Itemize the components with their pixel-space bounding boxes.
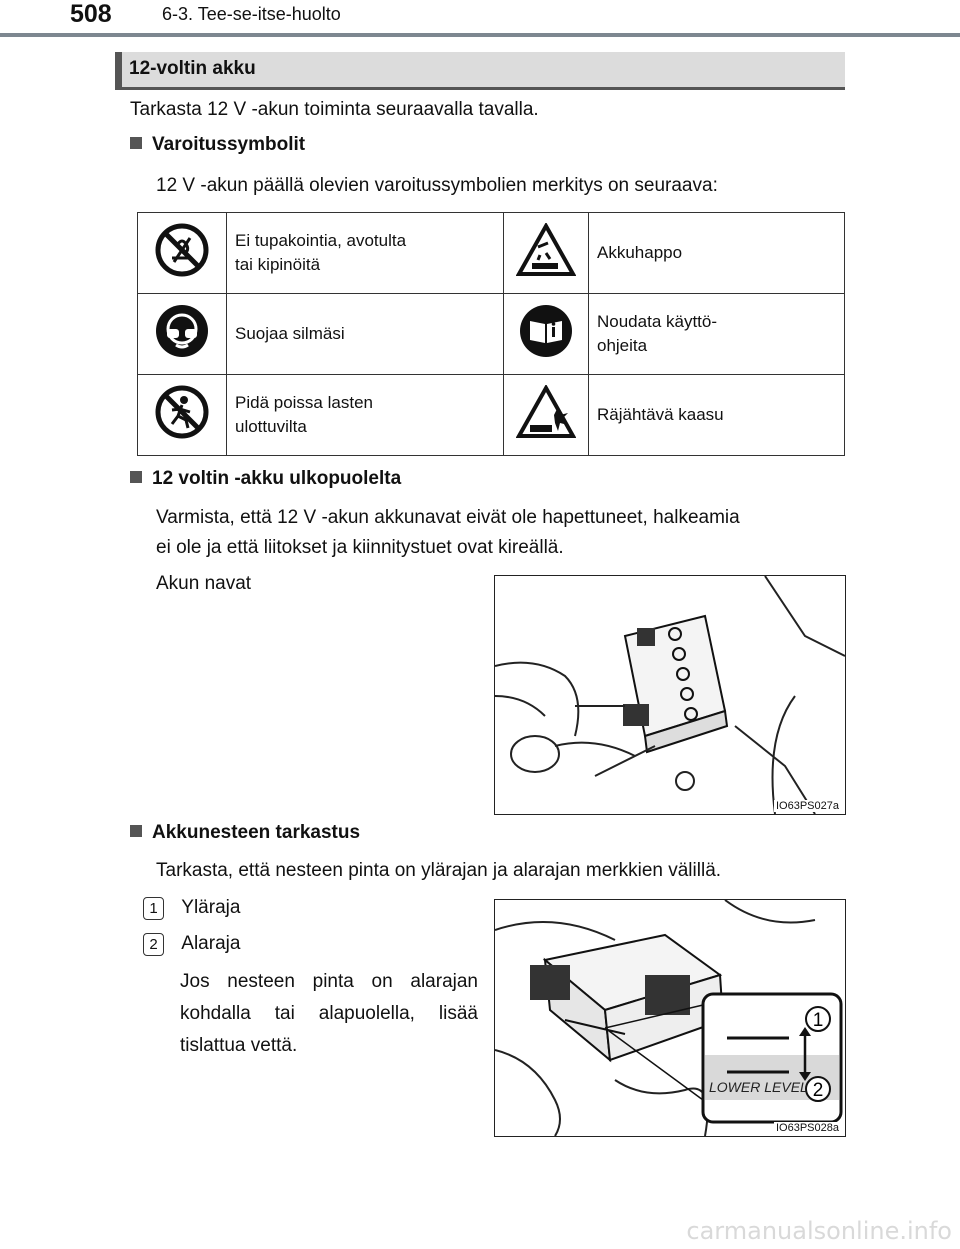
symbol-label	[227, 375, 504, 456]
table-row	[138, 375, 845, 456]
item-label: Yläraja	[181, 897, 241, 918]
fluid-note	[180, 966, 478, 1062]
heading-battery-exterior-text: 12 voltin -akku ulkopuolelta	[152, 468, 402, 489]
bullet-icon	[130, 137, 142, 149]
footer-watermark-url[interactable]: carmanualsonline.info	[686, 1217, 952, 1245]
battery-terminals-illustration	[494, 575, 846, 815]
symbol-label	[589, 213, 845, 294]
callout-number-1: 1	[812, 1010, 824, 1031]
lower-level-label: LOWER LEVEL	[709, 1079, 808, 1095]
callout-number-2: 2	[812, 1080, 824, 1101]
symbol-label-line: ohjeita	[597, 336, 648, 355]
explosive-gas-icon	[504, 375, 589, 456]
fluid-note-line: kohdalla tai alapuolella, lisää	[180, 1003, 478, 1024]
fluid-level-illustration	[494, 899, 846, 1137]
symbol-label-line: Ei tupakointia, avotulta	[235, 231, 407, 250]
heading-battery-exterior	[130, 468, 401, 490]
section-title: 12-voltin akku	[129, 58, 256, 79]
header-divider	[0, 33, 960, 37]
list-item	[143, 892, 240, 924]
battery-terminals-label: Akun navat	[156, 573, 252, 594]
symbol-label-line: ulottuvilta	[235, 417, 307, 436]
symbol-label-line: Akkuhappo	[597, 243, 683, 262]
battery-acid-icon	[504, 213, 589, 294]
section-header	[115, 52, 845, 90]
symbol-label-line: Räjähtävä kaasu	[597, 405, 724, 424]
list-item	[143, 928, 240, 960]
bullet-icon	[130, 825, 142, 837]
symbol-label-line: Suojaa silmäsi	[235, 324, 345, 343]
item-number-badge: 1	[143, 897, 164, 920]
heading-warning-symbols	[130, 134, 305, 156]
symbol-label-line: Noudata käyttö-	[597, 312, 718, 331]
exterior-text-line-2: ei ole ja että liitokset ja kiinnitystuet ovat kireällä.	[156, 537, 564, 558]
warning-symbols-table	[137, 212, 845, 456]
intro-text: Tarkasta 12 V -akun toiminta seuraavalla tavalla.	[130, 99, 539, 120]
symbol-label	[589, 375, 845, 456]
keep-away-children-icon	[138, 375, 227, 456]
warning-symbols-description: 12 V -akun päällä olevien varoitussymbolien merkitys on seuraava:	[156, 175, 718, 196]
item-label: Alaraja	[181, 933, 241, 954]
exterior-text-line-1: Varmista, että 12 V -akun akkunavat eivät ole hapettuneet, halkeamia	[156, 507, 740, 528]
symbol-label-line: tai kipinöitä	[235, 255, 321, 274]
heading-warning-symbols-text: Varoitussymbolit	[152, 134, 306, 155]
item-number-badge: 2	[143, 933, 164, 956]
image-code: IO63PS028a	[776, 1122, 839, 1134]
manual-icon	[504, 294, 589, 375]
fluid-check-description: Tarkasta, että nesteen pinta on ylärajan ja alarajan merkkien välillä.	[156, 860, 722, 881]
heading-fluid-check	[130, 822, 360, 844]
section-accent	[115, 52, 122, 87]
eye-protection-icon	[138, 294, 227, 375]
table-row	[138, 294, 845, 375]
chapter-title: 6-3. Tee-se-itse-huolto	[162, 4, 341, 24]
image-code: IO63PS027a	[776, 800, 839, 812]
symbol-label	[227, 213, 504, 294]
symbol-label	[589, 294, 845, 375]
no-smoking-icon	[138, 213, 227, 294]
fluid-note-line: Jos nesteen pinta on alarajan	[180, 971, 478, 992]
heading-fluid-check-text: Akkunesteen tarkastus	[152, 822, 361, 843]
symbol-label	[227, 294, 504, 375]
table-row	[138, 213, 845, 294]
bullet-icon	[130, 471, 142, 483]
fluid-note-line: tislattua vettä.	[180, 1035, 298, 1056]
page-number: 508	[70, 0, 112, 28]
symbol-label-line: Pidä poissa lasten	[235, 393, 373, 412]
